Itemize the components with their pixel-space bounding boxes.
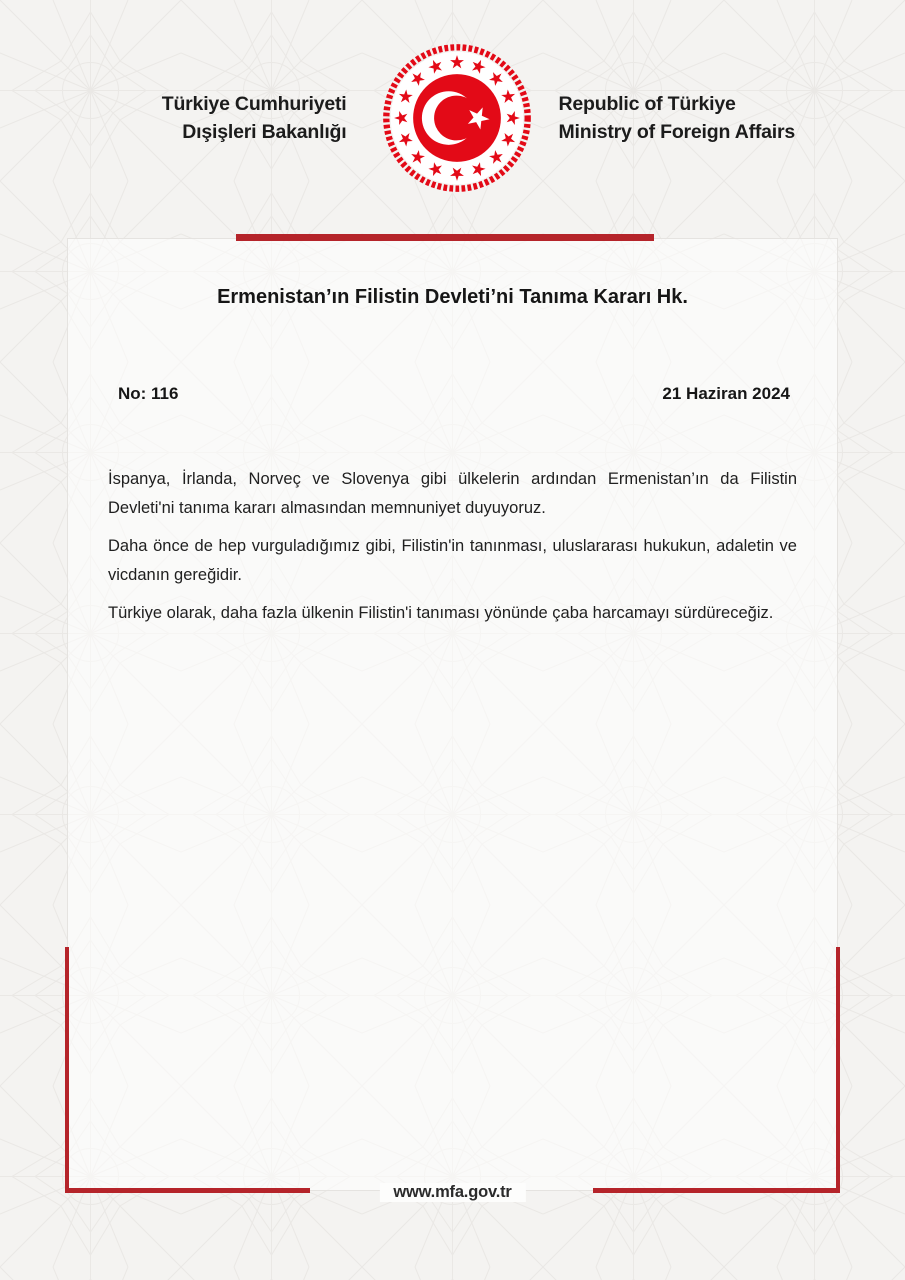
letterhead: [0, 0, 905, 198]
mfa-emblem-icon: [379, 38, 535, 198]
paragraph-1: İspanya, İrlanda, Norveç ve Slovenya gibi ülkelerin ardından Ermenistan’ın da Filistin Devleti'ni tanıma kararı almasından memnuniyet duyuyoruz.: [108, 470, 797, 517]
red-bracket-right-horizontal: [593, 1188, 840, 1193]
red-bracket-right-vertical: [836, 947, 840, 1193]
red-top-bar: [236, 234, 654, 241]
document-box: [67, 238, 838, 1201]
website-url: www.mfa.gov.tr: [379, 1183, 525, 1202]
org-name-english: [535, 90, 905, 146]
org-tr-line1: Türkiye Cumhuriyeti: [161, 93, 347, 115]
org-en-line1: Republic of Türkiye: [558, 93, 736, 115]
org-en-line2: Ministry of Foreign Affairs: [558, 121, 796, 143]
document-meta-row: [118, 384, 790, 404]
red-bracket-left-vertical: [65, 947, 69, 1193]
paragraph-3: Türkiye olarak, daha fazla ülkenin Filistin'i tanıması yönünde çaba harcamayı sürdüreceğiz.: [108, 604, 774, 622]
document-date: 21 Haziran 2024: [662, 384, 790, 403]
org-name-turkish: [0, 90, 379, 146]
org-tr-line2: Dışişleri Bakanlığı: [182, 121, 347, 143]
red-bracket-left-horizontal: [65, 1188, 310, 1193]
document-title: Ermenistan’ın Filistin Devleti’ni Tanıma Kararı Hk.: [217, 286, 688, 308]
paragraph-2: Daha önce de hep vurguladığımız gibi, Filistin'in tanınması, uluslararası hukukun, adaletin ve vicdanın gereğidir.: [108, 537, 797, 584]
document-number: No: 116: [118, 384, 179, 403]
document-body: [108, 465, 797, 628]
